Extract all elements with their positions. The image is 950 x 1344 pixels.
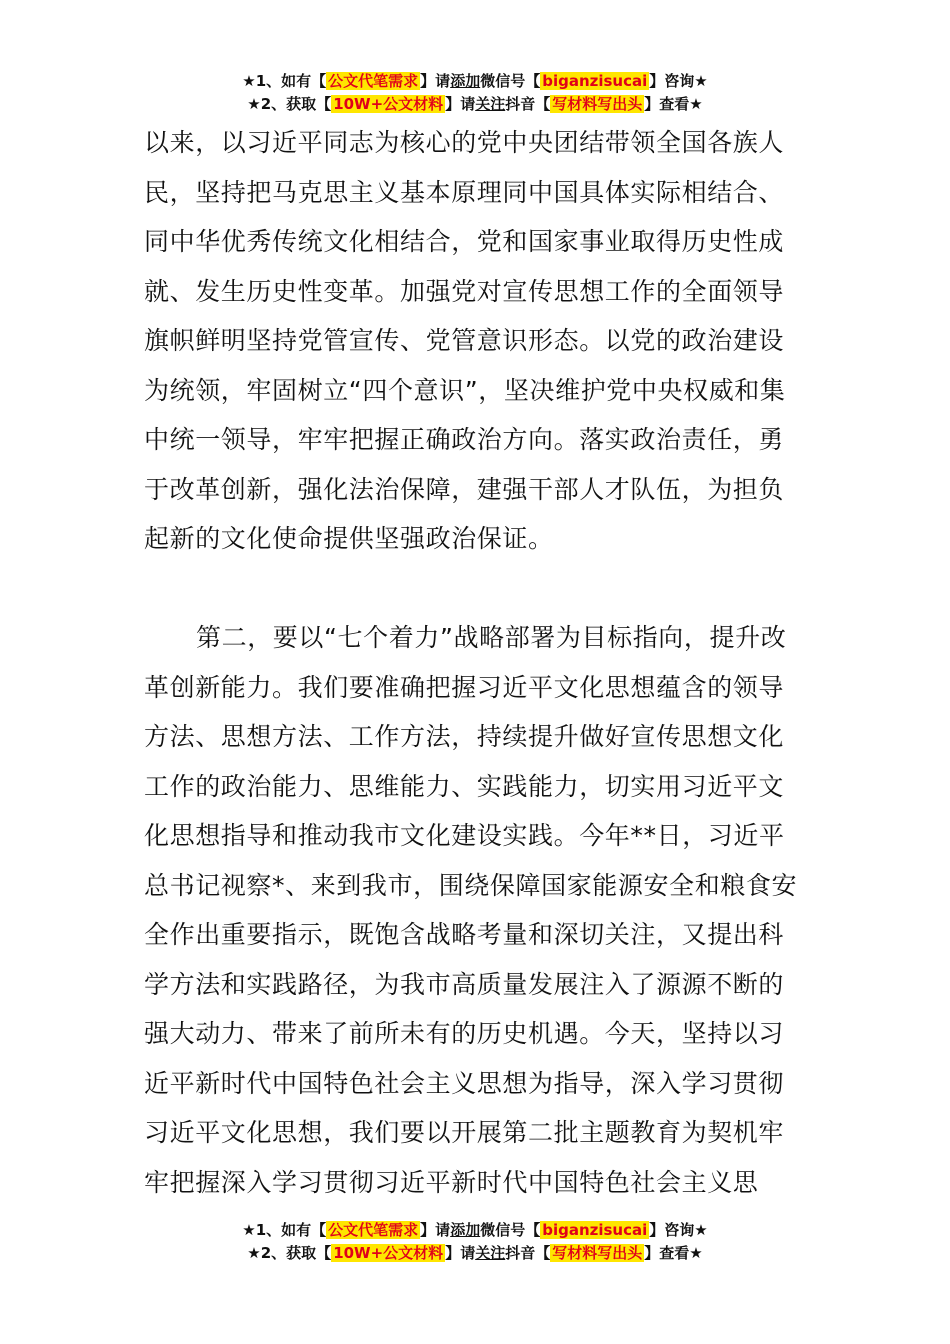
banner-text: 】咨询★ <box>649 1221 708 1239</box>
highlight-wechat-id: biganzisucai <box>542 72 648 90</box>
banner-line-2 <box>0 93 950 116</box>
banner-text: 抖音【 <box>505 1244 551 1262</box>
banner-text: 微信号【 <box>480 1221 541 1239</box>
banner-text: 】请 <box>420 1221 451 1239</box>
highlight-service: 公文代笔需求 <box>328 72 419 90</box>
banner-line-2 <box>0 1242 950 1265</box>
banner-line-1 <box>0 1219 950 1242</box>
banner-text: 微信号【 <box>480 72 541 90</box>
document-body <box>144 118 808 1207</box>
banner-text: ★2、获取【 <box>247 1244 332 1262</box>
highlight-wechat-id: biganzisucai <box>542 1221 648 1239</box>
paragraph-2: 第二，要以“七个着力”战略部署为目标指向，提升改革创新能力。我们要准确把握习近平文化思想蕴含的领导方法、思想方法、工作方法，持续提升做好宣传思想文化工作的政治能力、思维能力、实践能力，切实用习近平文化思想指导和推动我市文化建设实践。今年**日，习近平总书记视察*、来到我市，围绕保障国家能源安全和粮食安全作出重要指示，既饱含战略考量和深切关注，又提出科学方法和实践路径，为我市高质量发展注入了源源不断的强大动力、带来了前所未有的历史机遇。今天，坚持以习近平新时代中国特色社会主义思想为指导，深入学习贯彻习近平文化思想，我们要以开展第二批主题教育为契机牢牢把握深入学习贯彻习近平新时代中国特色社会主义思 <box>144 623 798 1197</box>
footer-banner <box>0 1219 950 1265</box>
highlight-materials: 10W+公文材料 <box>333 1244 444 1262</box>
banner-text: 】咨询★ <box>649 72 708 90</box>
highlight-service: 公文代笔需求 <box>328 1221 419 1239</box>
banner-text: ★1、如有【 <box>242 1221 327 1239</box>
banner-text: ★2、获取【 <box>247 95 332 113</box>
banner-text: 抖音【 <box>505 95 551 113</box>
highlight-materials: 10W+公文材料 <box>333 95 444 113</box>
banner-text: ★1、如有【 <box>242 72 327 90</box>
header-banner <box>0 70 950 116</box>
banner-text: 】请 <box>445 1244 476 1262</box>
banner-line-1 <box>0 70 950 93</box>
banner-underlined-text: 添加 <box>450 1221 481 1239</box>
banner-text: 】请 <box>445 95 476 113</box>
highlight-douyin-account: 写材料写出头 <box>552 1244 643 1262</box>
banner-underlined-text: 关注 <box>475 95 506 113</box>
banner-text: 】查看★ <box>644 1244 703 1262</box>
banner-text: 】请 <box>420 72 451 90</box>
banner-underlined-text: 添加 <box>450 72 481 90</box>
banner-underlined-text: 关注 <box>475 1244 506 1262</box>
banner-text: 】查看★ <box>644 95 703 113</box>
highlight-douyin-account: 写材料写出头 <box>552 95 643 113</box>
paragraph-1: 以来，以习近平同志为核心的党中央团结带领全国各族人民，坚持把马克思主义基本原理同中国具体实际相结合、同中华优秀传统文化相结合，党和国家事业取得历史性成就、发生历史性变革。加强党对宣传思想工作的全面领导旗帜鲜明坚持党管宣传、党管意识形态。以党的政治建设为统领，牢固树立“四个意识”，坚决维护党中央权威和集中统一领导，牢牢把握正确政治方向。落实政治责任，勇于改革创新，强化法治保障，建强干部人才队伍，为担负起新的文化使命提供坚强政治保证。 <box>144 128 786 553</box>
